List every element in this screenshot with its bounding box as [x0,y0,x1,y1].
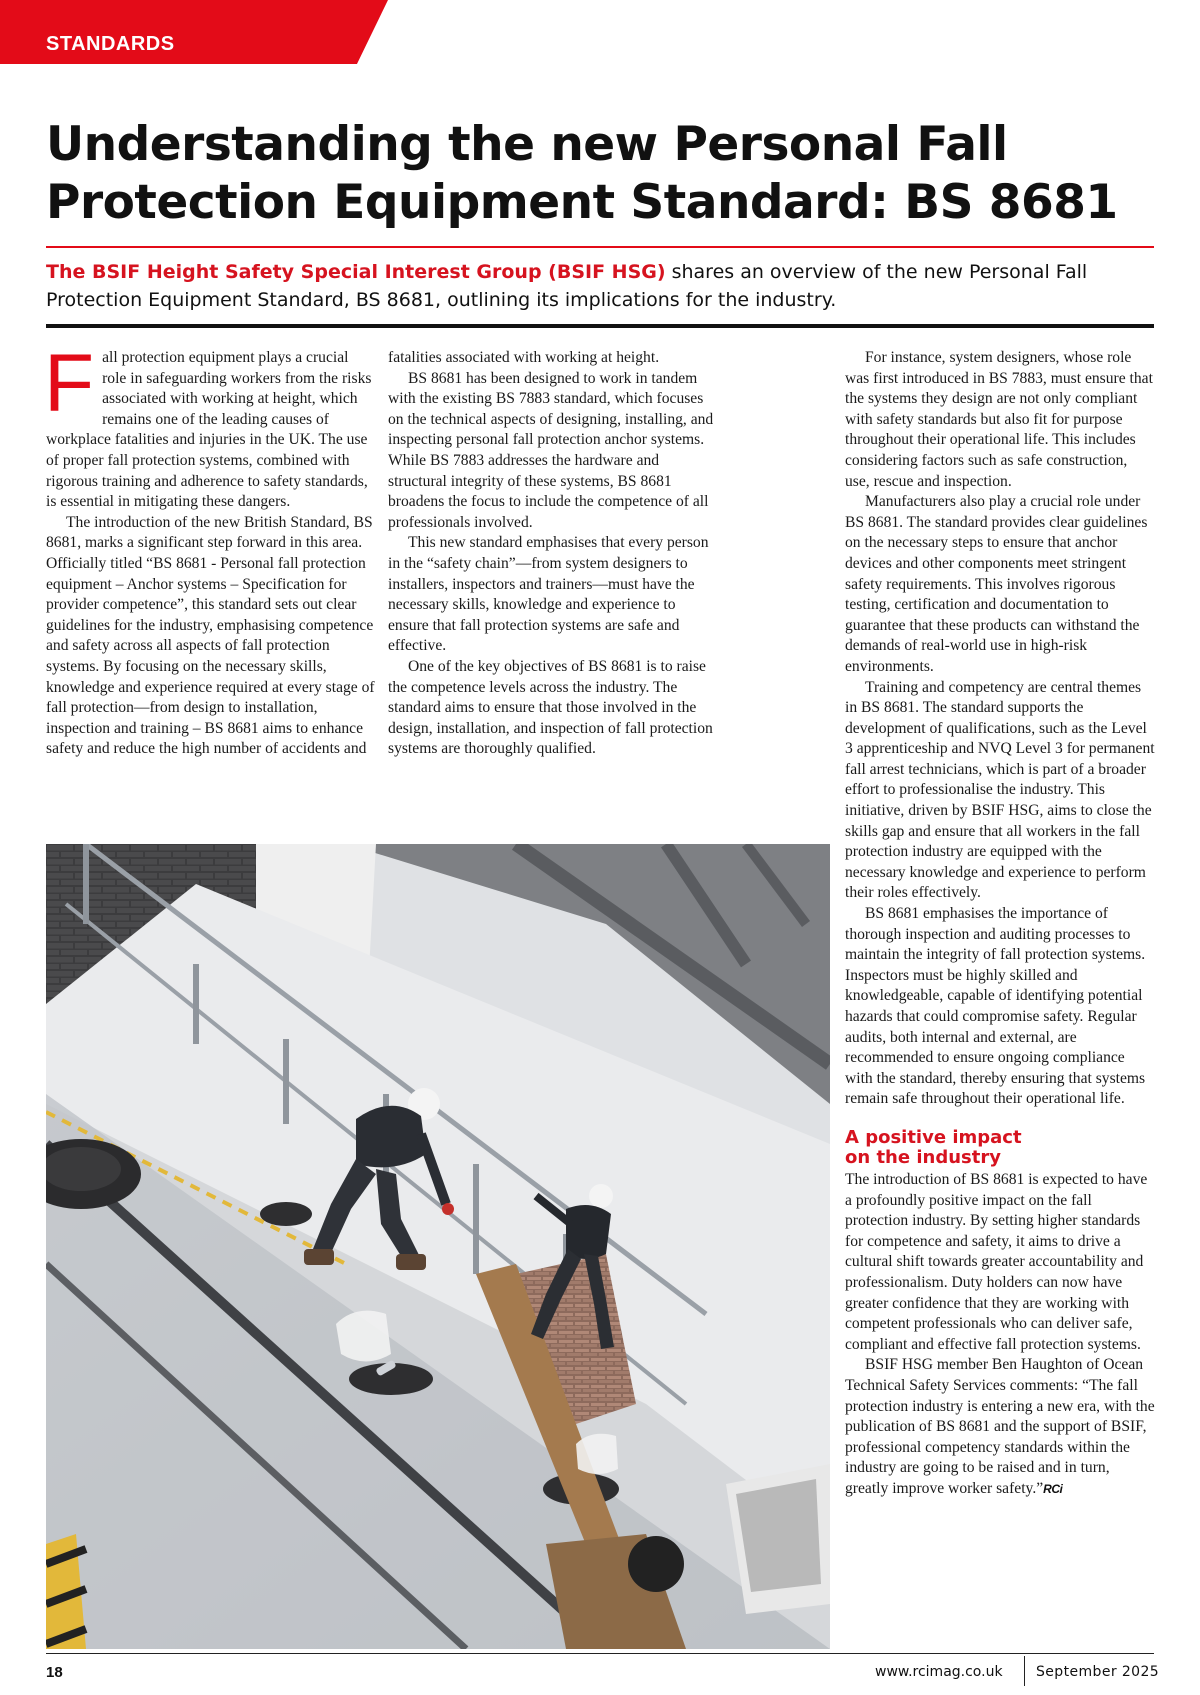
standfirst [46,258,1156,314]
paragraph-2: The introduction of the new British Standard, BS 8681, marks a significant step forward in this area. Officially titled “BS 8681 - Personal fall protection equipment – Anchor systems – Specification for provider competence”, this standard sets out clear guidelines for the industry, emphasising competence and safety across all aspects of fall protection systems. By focusing on the necessary skills, knowledge and experience required at every stage of fall protection—from design to installation, inspection and training – BS 8681 aims to enhance safety and reduce the high number of accidents and [46,513,375,758]
paragraph-10: The introduction of BS 8681 is expected to have a profoundly positive impact on the fall protection industry. By setting higher standards for competence and safety, it aims to drive a cultural shift towards greater accountability and professionalism. Duty holders can now have greater confidence that they are working with competent professionals who can deliver safe, compliant and effective fall protection systems. [845,1170,1148,1353]
article-headline: Understanding the new Personal Fall Protection Equipment Standard: BS 8681 [46,117,1118,230]
paragraph-4: This new standard emphasises that every person in the “safety chain”—from system designers to installers, inspectors and trainers—must have the necessary skills, knowledge and experience to ensure that fall protection systems are safe and effective. [388,534,709,655]
headline-rule [46,246,1154,248]
paragraph-3: BS 8681 has been designed to work in tandem with the existing BS 7883 standard, which focuses on the technical aspects of designing, installing, and inspecting personal fall protection anchor systems. While BS 7883 addresses the hardware and structural integrity of these systems, BS 8681 broadens the focus to include the competence of all professionals involved. [388,369,714,531]
paragraph-9: BS 8681 emphasises the importance of thorough inspection and auditing processes to maintain the integrity of fall protection systems. Inspectors must be highly skilled and knowledgeable, capable of identifying potential hazards that could compromise safety. Regular audits, both internal and external, are recommended to ensure ongoing compliance with the standard, thereby ensuring that systems remain safe throughout their operational life. [845,905,1146,1108]
paragraph-11: BSIF HSG member Ben Haughton of Ocean Technical Safety Services comments: “The fall protection industry is entering a new era, with the publication of BS 8681 and the support of BSIF, professional competency standards within the industry are going to be raised and in turn, greatly improve worker safety.”RCi [845,1356,1155,1497]
section-label: STANDARDS [46,33,175,55]
article-photo [46,844,830,1649]
body-column-2 [388,348,718,760]
body-column-1 [44,338,376,760]
website-url[interactable]: www.rcimag.co.uk [875,1664,1003,1680]
page-number: 18 [46,1664,63,1681]
paragraph-2-continued: fatalities associated with working at height. [388,349,660,366]
paragraph-7: Manufacturers also play a crucial role under BS 8681. The standard provides clear guidelines on the necessary steps to ensure that anchor devices and other components meet stringent safety requirements. This involves rigorous testing, certification and documentation to guarantee that these products can withstand the demands of real-world use in high-risk environments. [845,493,1148,675]
footer-divider [1024,1656,1025,1686]
workers-on-roof-illustration [46,844,830,1649]
paragraph-8: Training and competency are central themes in BS 8681. The standard supports the development of qualifications, such as the Level 3 apprenticeship and NVQ Level 3 for permanent fall arrest technicians, which is part of a broader effort to professionalise the industry. This initiative, driven by BSIF HSG, aims to close the skills gap and ensure that all workers in the fall protection industry are equipped with the necessary knowledge and experience to perform their roles effectively. [845,678,1155,902]
rci-end-logo: RCi [1043,1481,1063,1496]
body-column-3 [845,348,1155,1499]
subheading: A positive impact on the industry [845,1126,1022,1168]
paragraph-6: For instance, system designers, whose role was first introduced in BS 7883, must ensure that the systems they design are not only compliant with safety standards but also fit for purpose throughout their operational life. This includes considering factors such as safe construction, use, rescue and inspection. [845,349,1153,490]
paragraph-1: Fall protection equipment plays a crucial role in safeguarding workers from the risks associated with working at height, which remains one of the leading causes of workplace fatalities and injuries in the UK. The use of proper fall protection systems, combined with rigorous training and adherence to safety standards, is essential in mitigating these dangers. [44,338,372,511]
footer-rule [46,1653,1154,1654]
drop-cap: F [44,338,95,429]
standfirst-text: shares an overview of the new Personal Fall Protection Equipment Standard, BS 8681, outlining its implications for the industry. [46,261,1088,311]
standfirst-rule [46,324,1154,328]
standfirst-highlight: The BSIF Height Safety Special Interest Group (BSIF HSG) [46,261,666,283]
paragraph-5: One of the key objectives of BS 8681 is to raise the competence levels across the industry. The standard aims to ensure that those involved in the design, installation, and inspection of fall protection systems are thoroughly qualified. [388,657,713,758]
issue-date: September 2025 [1036,1664,1160,1680]
